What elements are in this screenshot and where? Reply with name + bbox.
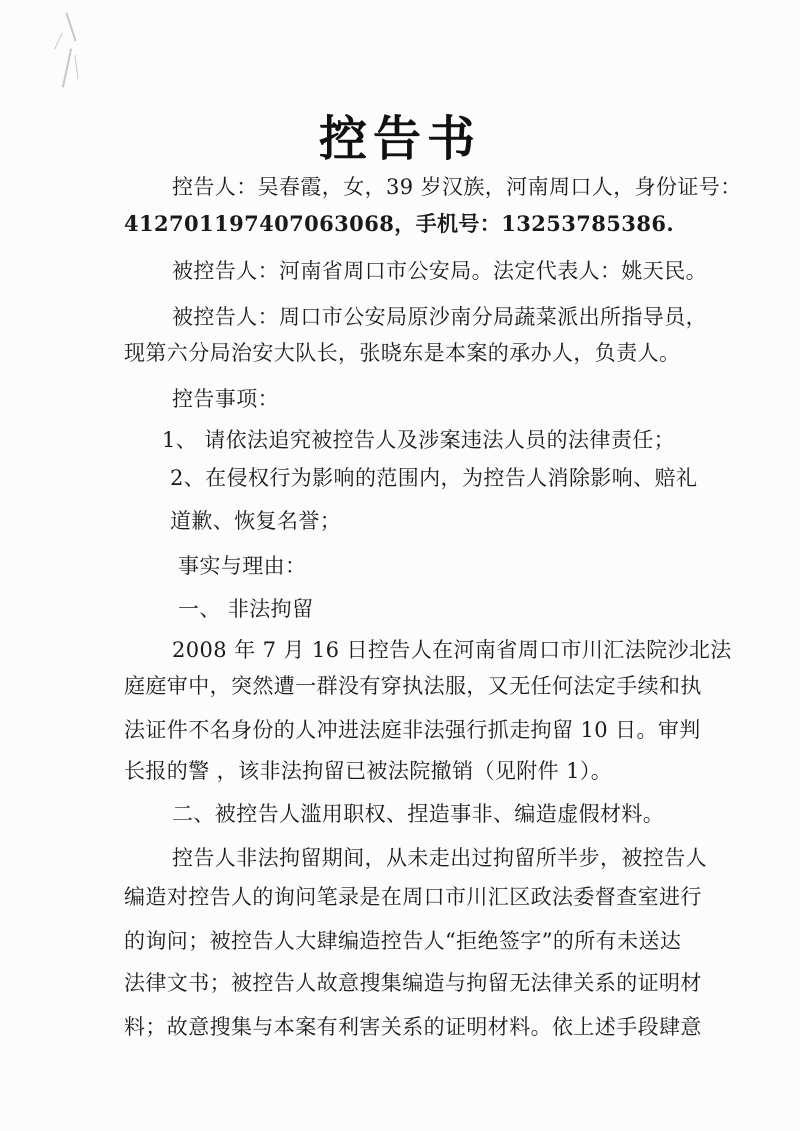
scan-artifact [62, 48, 72, 88]
paragraph-line: 1、 请依法追究被控告人及涉案违法人员的法律责任； [162, 428, 676, 452]
scan-artifact [74, 55, 78, 79]
paragraph-line: 事实与理由： [178, 554, 307, 578]
paragraph-line: 2008 年 7 月 16 日控告人在河南省周口市川汇法院沙北法 [172, 638, 732, 662]
section-heading: 二、被控告人滥用职权、捏造事非、编造虚假材料。 [172, 802, 665, 826]
paragraph-line: 控告事项： [172, 387, 279, 411]
paragraph-line: 长报的警 ，该非法拘留已被法院撤销（见附件 1）。 [124, 759, 613, 783]
scan-artifact [54, 33, 63, 50]
paragraph-line: 被控告人：河南省周口市公安局。法定代表人：姚天民。 [172, 259, 707, 283]
paragraph-line: 2、在侵权行为影响的范围内，为控告人消除影响、赔礼 [170, 466, 698, 490]
paragraph-line: 的询问；被控告人大肆编造控告人“拒绝签字”的所有未送达 [124, 929, 682, 953]
paragraph-line: 412701197407063068，手机号：13253785386. [124, 211, 675, 236]
scan-artifact [65, 12, 76, 41]
paragraph-line: 控告人：吴春霞，女，39 岁汉族，河南周口人，身份证号： [172, 175, 742, 199]
paragraph-line: 被控告人：周口市公安局原沙南分局蔬菜派出所指导员， [172, 305, 707, 329]
paragraph-line: 道歉、恢复名誉； [170, 509, 342, 533]
paragraph-line: 法律文书；被控告人故意搜集编造与拘留无法律关系的证明材 [124, 971, 702, 995]
paragraph-line: 法证件不名身份的人冲进法庭非法强行抓走拘留 10 日。审判 [124, 718, 701, 742]
document-title: 控告书 [318, 111, 481, 167]
paragraph-line: 编造对控告人的询问笔录是在周口市川汇区政法委督查室进行 [124, 885, 702, 909]
section-heading: 一、 非法拘留 [178, 597, 314, 621]
paragraph-line: 料；故意搜集与本案有利害关系的证明材料。依上述手段肆意 [124, 1015, 702, 1039]
paragraph-line: 庭庭审中，突然遭一群没有穿执法服，又无任何法定手续和执 [124, 674, 702, 698]
paragraph-line: 现第六分局治安大队长，张晓东是本案的承办人，负责人。 [124, 341, 681, 365]
paragraph-line: 控告人非法拘留期间，从未走出过拘留所半步，被控告人 [172, 846, 707, 870]
